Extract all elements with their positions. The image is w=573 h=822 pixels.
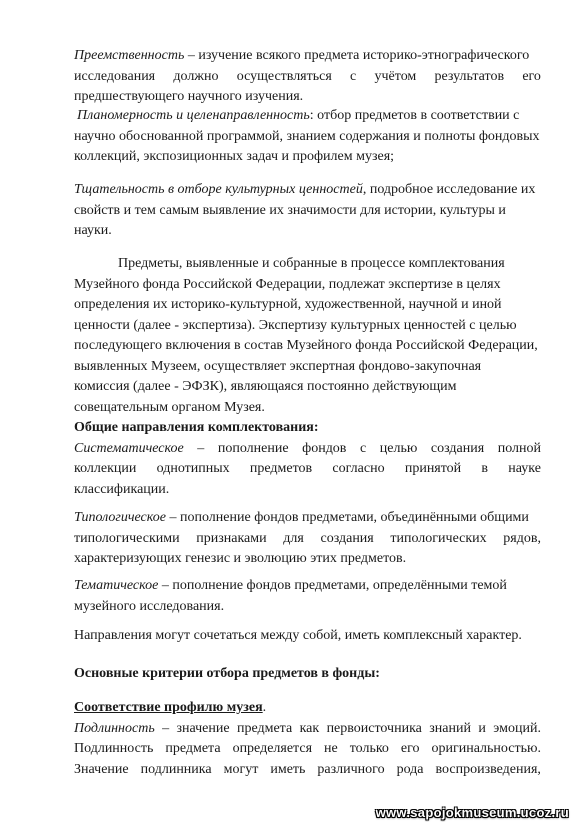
word: различного [317, 761, 385, 777]
word: оригинальностью. [431, 741, 541, 756]
paragraph-thoroughness [74, 180, 541, 242]
justified-line [74, 760, 541, 781]
section-heading: Общие направления комплектования: [74, 420, 319, 435]
term-typological: Типологическое [74, 510, 166, 525]
section-directions [74, 418, 541, 500]
text-line: характеризующих генезис и эволюцию этих предметов. [74, 551, 407, 566]
paragraph-planning [74, 106, 541, 168]
text: . [262, 700, 267, 715]
term-continuity: Преемственность [74, 48, 185, 63]
paragraph-combination [74, 626, 541, 647]
word: признаками [196, 530, 267, 546]
word: однотипных [156, 461, 230, 476]
word: в [481, 461, 489, 476]
word: предметов [249, 461, 313, 476]
text-line: свойств и тем самым выявление их значимости для истории, культуры и [74, 202, 506, 218]
text-line: предшествующего научного изучения. [74, 89, 304, 104]
text-line: ценности (далее - экспертиза). Экспертизу культурных ценностей с целью [74, 317, 517, 333]
word: для [283, 530, 304, 546]
text-line: музейного исследования. [74, 598, 225, 614]
term-thoroughness: Тщательность в отборе культурных ценностей [74, 182, 363, 197]
word: знаний [429, 720, 471, 736]
text-line: выявленных Музеем, осуществляет экспертная фондово-закупочная [74, 358, 482, 374]
justified-line [74, 529, 541, 550]
text-line: Музейного фонда Российской Федерации, подлежат экспертизе в целях [74, 276, 501, 292]
word: эмоций. [493, 720, 541, 736]
watermark-text: www.sapojokmuseum.ucoz.ru [375, 805, 569, 820]
text-line: науки. [74, 223, 112, 238]
subheading-profile: Соответствие профилю музея [74, 700, 263, 715]
word: согласно [332, 461, 385, 476]
justified-line [74, 67, 541, 88]
word: предмета [165, 741, 221, 756]
word: пополнение [217, 440, 289, 456]
word: определяется [232, 741, 313, 756]
term-systematic: Систематическое [74, 440, 184, 456]
word: осуществляться [236, 68, 332, 84]
text-line: коллекций, экспозиционных задач и профилем музея; [74, 149, 395, 164]
word: создания [430, 440, 485, 456]
word: с [359, 440, 367, 456]
word: и [478, 720, 486, 736]
text-line: Предметы, выявленные и собранные в процессе комплектования [118, 256, 505, 271]
text: – пополнение фондов предметами, объединёнными общими [166, 510, 529, 525]
paragraph-expertise [74, 254, 541, 418]
text-line: определения их историко-культурной, художественной, научной и иной [74, 297, 502, 312]
paragraph-continuity [74, 46, 541, 108]
term-authenticity: Подлинность [74, 720, 155, 736]
word: создания [320, 530, 374, 546]
text-line: последующего включения в состав Музейного фонда Российской Федерации, [74, 338, 538, 353]
justified-line [74, 739, 541, 760]
word: коллекции [74, 461, 137, 476]
justified-line [74, 719, 541, 740]
word: должно [173, 68, 219, 84]
text-line: комиссия (далее - ЭФЗК), являющаяся постоянно действующим [74, 379, 457, 394]
term-planning: Планомерность и целенаправленность [77, 108, 310, 123]
word: предмета [236, 720, 293, 736]
word: типологических [390, 530, 487, 546]
word: его [522, 68, 541, 84]
text-line: научно обоснованной программой, знанием содержания и полноты фондовых [74, 128, 540, 144]
word: Подлинность [74, 741, 154, 756]
text: : отбор предметов в соответствии с [309, 108, 520, 123]
paragraph-typological [74, 508, 541, 570]
word: фондов [302, 440, 347, 456]
text-line: совещательным органом Музея. [74, 399, 265, 415]
text: – изучение всякого предмета историко-этнографического [184, 48, 530, 63]
term-thematic: Тематическое [74, 578, 159, 593]
paragraph-thematic [74, 576, 541, 617]
text-line: Направления могут сочетаться между собой, иметь комплексный характер. [74, 628, 522, 643]
section-profile [74, 698, 541, 780]
word: целью [379, 440, 418, 456]
word: подлинника [140, 761, 212, 777]
word: Значение [74, 761, 129, 777]
word: только [349, 741, 389, 756]
word: принятой [404, 461, 462, 476]
justified-line [74, 459, 541, 480]
word: типологическими [74, 530, 180, 546]
section-criteria [74, 664, 541, 685]
word: рода [396, 761, 424, 777]
word: науке [508, 461, 541, 476]
word: значение [176, 720, 230, 736]
word: результатов [434, 68, 505, 84]
word: могут [223, 761, 259, 777]
word: иметь [270, 761, 306, 777]
text: – пополнение фондов предметами, определёнными темой [158, 578, 507, 593]
text: , подробное исследование их [362, 182, 536, 197]
word: – [162, 720, 170, 736]
word: воспроизведения, [435, 761, 541, 777]
word: рядов, [503, 530, 541, 546]
word: как [299, 720, 320, 736]
word: полной [497, 440, 541, 456]
section-heading: Основные критерии отбора предметов в фонды: [74, 666, 380, 681]
word: учётом [374, 68, 417, 84]
justified-line [74, 439, 541, 460]
word: первоисточника [326, 720, 422, 736]
word: его [400, 741, 420, 756]
word: не [324, 741, 338, 756]
text-line: классификации. [74, 481, 170, 497]
word: с [350, 68, 357, 84]
word: – [197, 440, 205, 456]
word: исследования [74, 68, 156, 84]
